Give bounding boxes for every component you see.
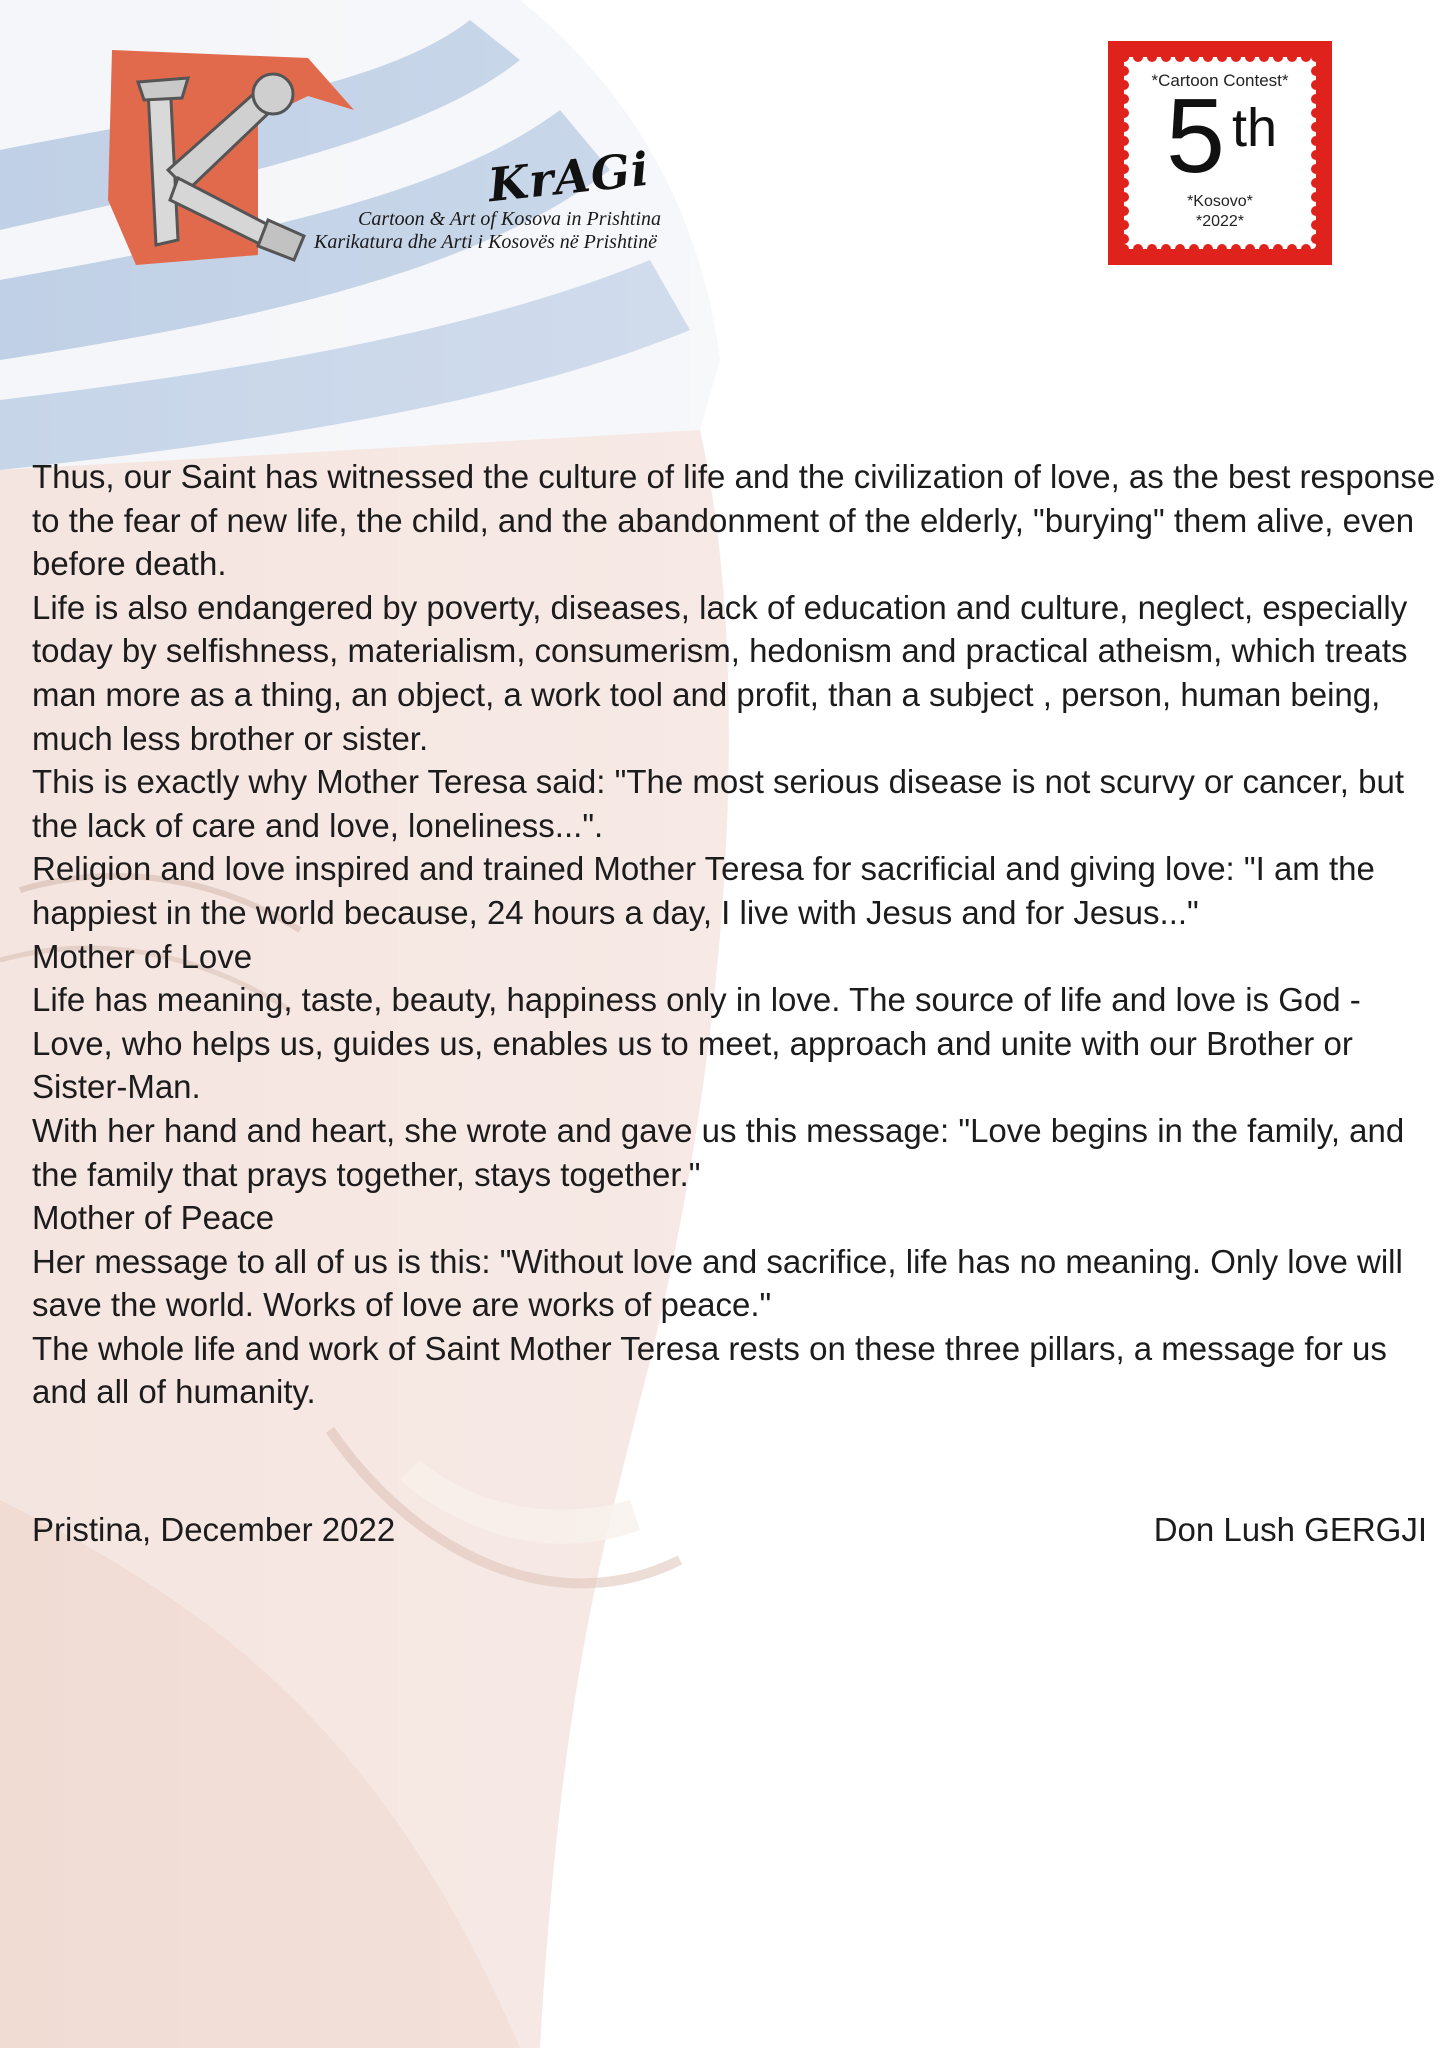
letter-body <box>32 455 1447 1414</box>
perforation-dot <box>1175 244 1185 254</box>
perforation-dot <box>1119 164 1129 174</box>
perforation-dot <box>1245 244 1255 254</box>
perforation-dot <box>1245 52 1255 62</box>
perforation-dot <box>1287 52 1297 62</box>
perforation-dot <box>1119 234 1129 244</box>
paragraph: Her message to all of us is this: "Without love and sacrifice, life has no meaning. Only love will save the world. Works of love are works of peace." <box>32 1242 1403 1324</box>
perforation-dot <box>1203 244 1213 254</box>
stamp-country: *Kosovo* <box>1187 193 1253 210</box>
perforation-dot <box>1119 244 1129 254</box>
perforation-dot <box>1119 122 1129 132</box>
perforation-dot <box>1189 52 1199 62</box>
perforation-dot <box>1119 108 1129 118</box>
perforation-dot <box>1311 150 1321 160</box>
perforation-dot <box>1133 244 1143 254</box>
perforation-dot <box>1161 244 1171 254</box>
perforation-dot <box>1119 150 1129 160</box>
paragraph: The whole life and work of Saint Mother Teresa rests on these three pillars, a message for us and all of humanity. <box>32 1329 1387 1411</box>
perforation-dot <box>1119 178 1129 188</box>
artist-signature: KrAGi <box>485 141 653 213</box>
paragraph: Life is also endangered by poverty, diseases, lack of education and culture, neglect, especially today by selfishness, materialism, consumerism, hedonism and practical atheism, which treats man more as a thing, an object, a work tool and profit, than a subject , person, human being, much less brother or sister. <box>32 588 1408 757</box>
perforation-dot <box>1231 244 1241 254</box>
paragraph: With her hand and heart, she wrote and gave us this message: "Love begins in the family, and the family that prays together, stays together." <box>32 1111 1405 1193</box>
perforation-dot <box>1301 52 1311 62</box>
section-heading-mother-of-love: Mother of Love <box>32 937 253 975</box>
stamp-number: 5 <box>1166 77 1225 195</box>
perforation-dot <box>1311 108 1321 118</box>
perforation-dot <box>1217 244 1227 254</box>
stamp-ordinal: th <box>1232 98 1278 158</box>
perforation-dot <box>1287 244 1297 254</box>
paragraph: Life has meaning, taste, beauty, happiness only in love. The source of life and love is God - Love, who helps us, guides us, enables us to meet, approach and unite with our Brother or Sister-Man. <box>32 981 1361 1106</box>
stamp-top-text: *Cartoon Contest* <box>1151 71 1289 90</box>
author-name: Don Lush GERGJI <box>1153 1511 1427 1548</box>
perforation-dot <box>1259 52 1269 62</box>
perforation-dot <box>1119 52 1129 62</box>
paragraph: Thus, our Saint has witnessed the culture of life and the civilization of love, as the best response to the fear of new life, the child, and the abandonment of the elderly, "burying" them alive, even before death. <box>32 458 1436 583</box>
perforation-dot <box>1259 244 1269 254</box>
logo-caption <box>314 208 661 254</box>
perforation-dot <box>1189 244 1199 254</box>
place-date: Pristina, December 2022 <box>32 1511 396 1548</box>
perforation-dot <box>1273 244 1283 254</box>
perforation-dot <box>1203 52 1213 62</box>
perforation-dot <box>1311 136 1321 146</box>
paragraph: This is exactly why Mother Teresa said: "The most serious disease is not scurvy or cancer, but the lack of care and love, loneliness...". <box>32 763 1404 844</box>
perforation-dot <box>1133 52 1143 62</box>
perforation-dot <box>1311 164 1321 174</box>
kraai-logo <box>108 50 661 265</box>
perforation-dot <box>1311 52 1321 62</box>
perforation-dot <box>1311 234 1321 244</box>
perforation-dot <box>1217 52 1227 62</box>
perforation-dot <box>1147 244 1157 254</box>
logo-caption-line2: Karikatura dhe Arti i Kosovës në Prishtinë <box>314 231 657 253</box>
perforation-dot <box>1231 52 1241 62</box>
logo-caption-line1: Cartoon & Art of Kosova in Prishtina <box>358 208 661 230</box>
contest-stamp <box>1108 41 1332 265</box>
perforation-dot <box>1119 94 1129 104</box>
perforation-dot <box>1301 244 1311 254</box>
section-heading-mother-of-peace: Mother of Peace <box>32 1199 275 1237</box>
perforation-dot <box>1273 52 1283 62</box>
perforation-dot <box>1147 52 1157 62</box>
paragraph: Religion and love inspired and trained Mother Teresa for sacrificial and giving love: "I am the happiest in the world because, 24 hours a day, I live with Jesus and for Jesus..." <box>32 850 1375 931</box>
perforation-dot <box>1161 52 1171 62</box>
perforation-dot <box>1311 178 1321 188</box>
stamp-year: *2022* <box>1195 213 1245 230</box>
perforation-dot <box>1119 136 1129 146</box>
perforation-dot <box>1175 52 1185 62</box>
perforation-dot <box>1311 94 1321 104</box>
perforation-dot <box>1311 122 1321 132</box>
